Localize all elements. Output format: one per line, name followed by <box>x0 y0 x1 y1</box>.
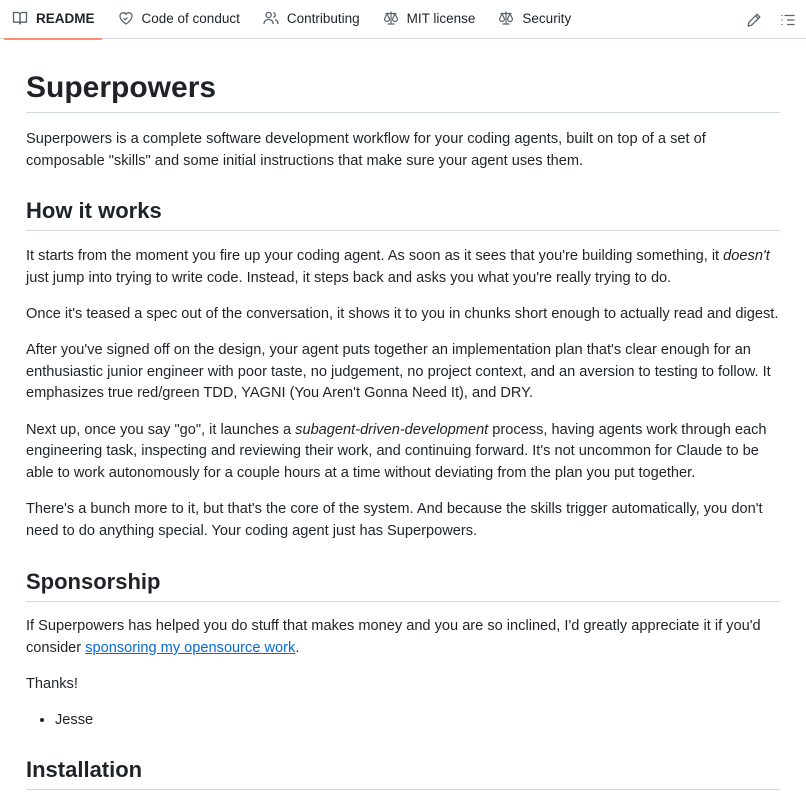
list-icon[interactable] <box>780 12 796 28</box>
intro-paragraph: Superpowers is a complete software development workflow for your coding agents, built on top of a set of composable "skills" and some initial instructions that make sure your agent uses them. <box>26 131 706 169</box>
how-paragraph-1: It starts from the moment you fire up your coding agent. As soon as it sees that you're building something, it doesn't just jump into trying to write code. Instead, it steps back and asks you what you're really trying to do. <box>26 247 770 286</box>
how-paragraph-3: After you've signed off on the design, your agent puts together an implementation plan that's clear enough for an enthusiastic junior engineer with poor taste, no judgement, no project context, and an aversion to testing to follow. It emphasizes true red/green TDD, YAGNI (You Aren't Gonna Need It), and DRY. <box>26 342 771 402</box>
pencil-icon[interactable] <box>746 12 762 28</box>
signoff-list <box>55 710 780 732</box>
sponsorship-paragraph: If Superpowers has helped you do stuff that makes money and you are so inclined, I'd greatly appreciate it if you'd consider sponsoring my opensource work. <box>26 618 761 656</box>
how-paragraph-4: Next up, once you say "go", it launches a subagent-driven-development process, having agents work through each engineering task, inspecting and reviewing their work, and continuing forward. It's not uncommon for Claude to be able to work autonomously for a couple hours at a time without deviating from the plan you put together. <box>26 421 767 482</box>
readme-article <box>26 39 780 790</box>
tab-label: Contributing <box>286 10 360 26</box>
how-paragraph-5: There's a bunch more to it, but that's the core of the system. And because the skills trigger automatically, you don't need to do anything special. Your coding agent just has Superpowers. <box>26 501 763 539</box>
tab-label: README <box>36 10 95 26</box>
tab-label: MIT license <box>406 10 476 26</box>
page-title: Superpowers <box>26 69 780 113</box>
heading-installation: Installation <box>26 756 780 790</box>
tab-security[interactable] <box>486 0 582 39</box>
tab-label: Code of conduct <box>141 10 240 26</box>
people-icon <box>263 10 279 26</box>
readme-tab-bar <box>0 0 806 39</box>
tab-mit-license[interactable] <box>371 0 487 39</box>
law-icon <box>498 10 514 26</box>
heading-sponsorship: Sponsorship <box>26 568 780 602</box>
heart-icon <box>118 10 134 26</box>
book-icon <box>12 10 28 26</box>
sponsor-link[interactable]: sponsoring my opensource work <box>85 639 296 656</box>
tab-readme[interactable] <box>0 0 106 39</box>
how-paragraph-2: Once it's teased a spec out of the conversation, it shows it to you in chunks short enough to actually read and digest. <box>26 305 779 322</box>
thanks-text: Thanks! <box>26 676 78 693</box>
tab-actions <box>746 0 796 39</box>
tab-label: Security <box>522 10 572 26</box>
tab-contributing[interactable] <box>251 0 371 39</box>
tab-code-of-conduct[interactable] <box>106 0 251 39</box>
list-item: • Jesse <box>55 710 780 732</box>
emphasis: subagent-driven-development <box>295 421 489 438</box>
heading-how-it-works: How it works <box>26 197 780 231</box>
emphasis: doesn't <box>723 247 770 264</box>
law-icon <box>383 10 399 26</box>
